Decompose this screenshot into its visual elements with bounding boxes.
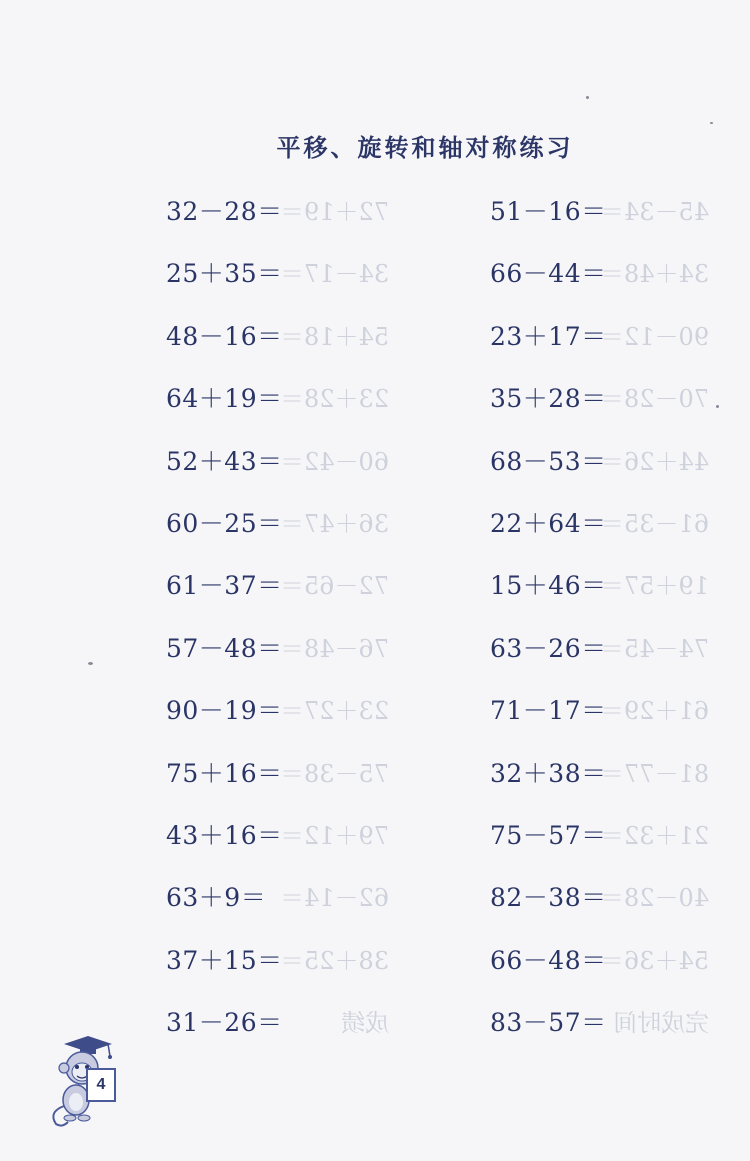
math-problem: 83－57＝ <box>490 1008 607 1038</box>
paper-speck <box>716 405 719 408</box>
show-through-left: 72＋19＝ 34－17＝ 54＋18＝ 23＋28＝ 60－42＝ 36＋47＝ 72－65＝ 76－48＝ 23＋27＝ 75－38＝ 79＋12＝ 62－14＝ 38＋25＝ 成绩 <box>280 198 390 1038</box>
math-problem: 32－28＝ <box>166 197 283 226</box>
math-problem: 31－26＝ <box>166 1008 283 1038</box>
page-title: 平移、旋转和轴对称练习 <box>276 133 574 162</box>
math-problem: 52＋43＝ <box>166 446 283 476</box>
math-problem: 57－48＝ <box>166 633 283 663</box>
math-problem: 48－16＝ <box>166 321 283 351</box>
math-problem: 15＋46＝ <box>490 571 607 601</box>
math-problem: 66－48＝ <box>490 945 607 975</box>
math-problem: 23＋17＝ <box>490 321 607 351</box>
show-through-right: 45－34＝ 34＋48＝ 90－12＝ 70－28＝ 44＋26＝ 61－35＝ 19＋57＝ 74－45＝ 61＋29＝ 81－77＝ 21＋32＝ 40－28＝ 54＋36＝ 完成时间 <box>600 198 710 1038</box>
problem-list-left <box>166 192 366 1065</box>
math-problem: 75＋16＝ <box>166 758 283 788</box>
math-problem: 68－53＝ <box>490 446 607 476</box>
math-problem: 51－16＝ <box>490 197 607 226</box>
math-problem: 60－25＝ <box>166 508 283 538</box>
paper-speck <box>88 662 93 665</box>
math-problem: 61－37＝ <box>166 571 283 601</box>
problem-list-right <box>490 192 690 1065</box>
math-problem: 22＋64＝ <box>490 508 607 538</box>
paper-speck <box>586 96 589 99</box>
paper-speck <box>710 122 713 124</box>
math-problem: 66－44＝ <box>490 259 607 289</box>
math-problem: 32＋38＝ <box>490 758 607 788</box>
page-number: 4 <box>86 1068 116 1102</box>
math-problem: 75－57＝ <box>490 820 607 850</box>
math-problem: 82－38＝ <box>490 883 607 913</box>
math-problem: 63＋9＝ <box>166 883 267 913</box>
math-problem: 25＋35＝ <box>166 259 283 289</box>
math-problem: 71－17＝ <box>490 696 607 726</box>
math-problem: 64＋19＝ <box>166 384 283 414</box>
math-problem: 63－26＝ <box>490 633 607 663</box>
math-problem: 37＋15＝ <box>166 945 283 975</box>
math-problem: 43＋16＝ <box>166 820 283 850</box>
math-problem: 35＋28＝ <box>490 384 607 414</box>
math-problem: 90－19＝ <box>166 696 283 726</box>
